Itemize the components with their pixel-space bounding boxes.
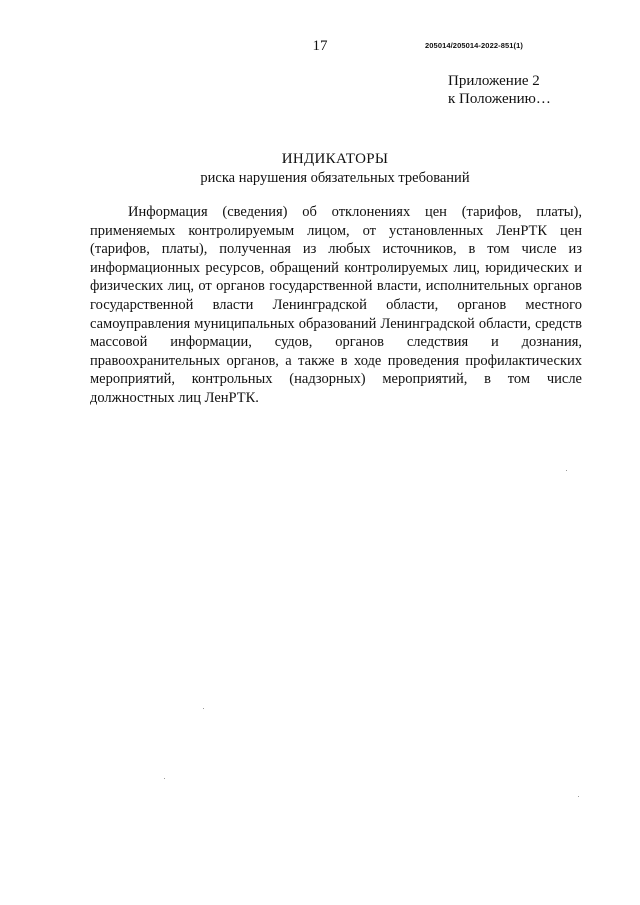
indicator-paragraph: Информация (сведения) об отклонениях цен (тарифов, платы), применяемых контролируемым лицом, от установленных ЛенРТК цен (тарифов, платы), полученная из любых источников, в том числе из информационных ресурсов, обращений контролируемых лиц, юридических и физических лиц, от органов государственной власти, исполнительных органов государственной власти Ленинградской области, органов местного самоуправления муниципальных образований Ленинградской области, средств массовой информации, судов, органов следствия и дознания, правоохранительных органов, а также в ходе проведения профилактических мероприятий, контрольных (надзорных) мероприятий, в том числе должностных лиц ЛенРТК. <box>90 204 582 406</box>
scan-speck <box>578 796 579 797</box>
page-number: 17 <box>312 38 328 54</box>
scan-speck <box>566 470 567 471</box>
document-code: 205014/205014-2022-851(1) <box>425 41 523 50</box>
appendix-reference <box>448 72 551 108</box>
scan-speck <box>164 778 165 779</box>
document-subtitle: риска нарушения обязательных требований <box>200 170 470 186</box>
appendix-line-2: к Положению… <box>448 91 551 107</box>
document-title: ИНДИКАТОРЫ <box>281 151 389 167</box>
appendix-line-1: Приложение 2 <box>448 73 540 89</box>
scan-speck <box>203 708 204 709</box>
